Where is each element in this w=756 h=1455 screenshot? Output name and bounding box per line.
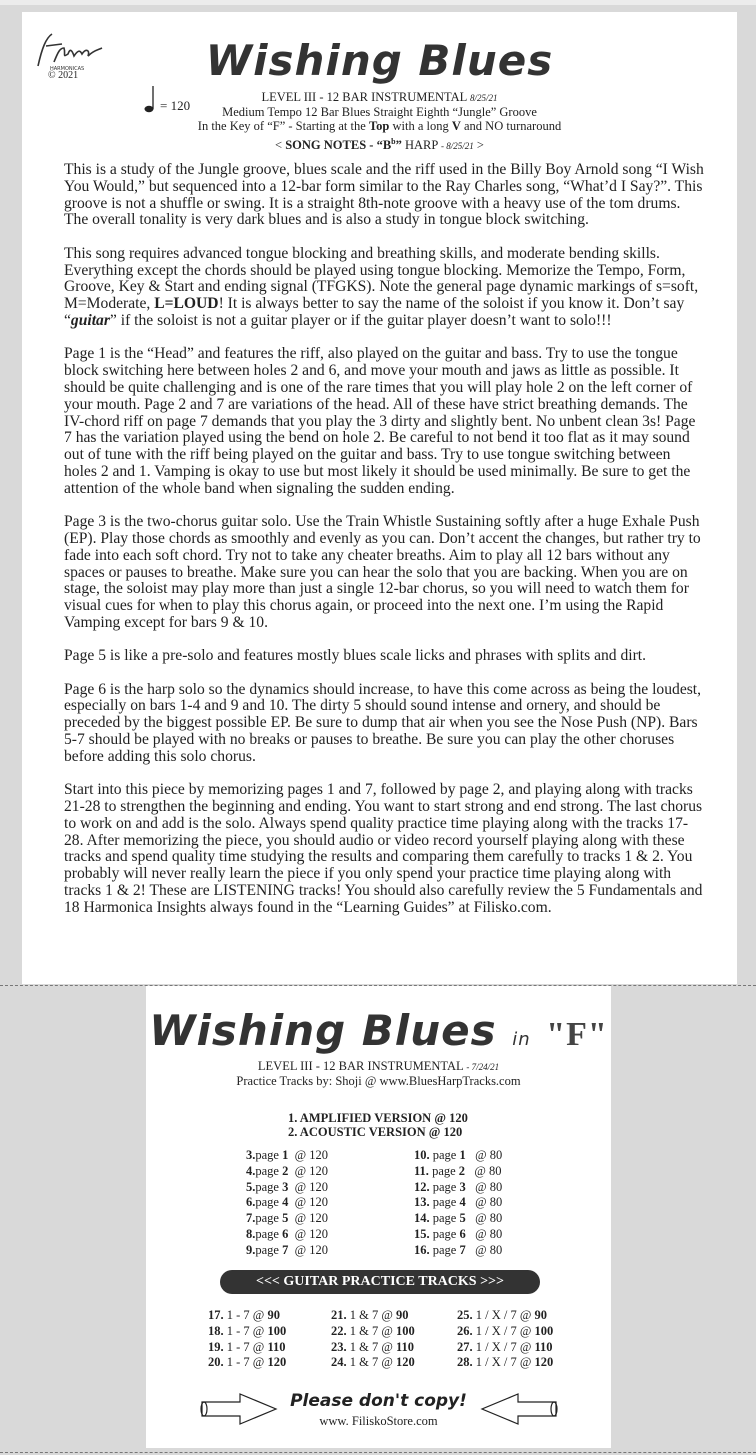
- page-title: Wishing Blues: [205, 36, 554, 85]
- song-notes-body: [64, 162, 704, 933]
- guitar-track-item[interactable]: 22. 1 & 7 @ 100: [331, 1323, 415, 1338]
- paragraph-intro: This is a study of the Jungle groove, blues scale and the riff used in the Billy Boy Arnold song “I Wish You Would,” but sequenced into a 12-bar form similar to the Ray Charles song, “What’d I Say?”. This groove is not a shuffle or swing. It is a straight 8th-note groove with a heavy use of the tom drums. The overall tonality is very dark blues and is also a study in tongue block switching.: [64, 161, 704, 229]
- track-item[interactable]: 13. page 4 @ 80: [414, 1195, 503, 1210]
- bottom-separator: [0, 1452, 756, 1453]
- track-item[interactable]: 16. page 7 @ 80: [414, 1242, 503, 1257]
- track-item[interactable]: 4.page 2 @ 120: [246, 1163, 328, 1178]
- guitar-track-item[interactable]: 26. 1 / X / 7 @ 100: [457, 1323, 554, 1338]
- guitar-track-item[interactable]: 19. 1 - 7 @ 110: [208, 1339, 286, 1354]
- track-item[interactable]: 8.page 6 @ 120: [246, 1226, 328, 1241]
- track-item[interactable]: 10. page 1 @ 80: [414, 1148, 503, 1162]
- track-item[interactable]: 15. page 6 @ 80: [414, 1226, 503, 1241]
- guitar-track-item[interactable]: 18. 1 - 7 @ 100: [208, 1323, 287, 1338]
- track-item[interactable]: 1. AMPLIFIED VERSION @ 120: [288, 1111, 468, 1125]
- track-list-120: [246, 1148, 328, 1259]
- svg-text:HARMONICAS: HARMONICAS: [50, 66, 85, 72]
- track-item[interactable]: 9.page 7 @ 120: [246, 1242, 328, 1257]
- track-item[interactable]: 12. page 3 @ 80: [414, 1179, 503, 1194]
- guitar-track-item[interactable]: 20. 1 - 7 @ 120: [208, 1355, 287, 1370]
- level-text: LEVEL III - 12 BAR INSTRUMENTAL: [261, 90, 467, 104]
- no-copy-notice: Please don't copy!: [290, 1391, 467, 1411]
- guitar-tracks-banner: <<< GUITAR PRACTICE TRACKS >>>: [220, 1270, 540, 1294]
- track-item[interactable]: 7.page 5 @ 120: [246, 1211, 328, 1226]
- guitar-track-item[interactable]: 25. 1 / X / 7 @ 90: [457, 1308, 547, 1322]
- song-notes-heading: < SONG NOTES - “$B^b$” HARP - 8/25/21 >: [275, 137, 484, 153]
- track-list-80: [414, 1148, 502, 1259]
- track-item[interactable]: 2. ACOUSTIC VERSION @ 120: [288, 1125, 463, 1139]
- paragraph-page3: Page 3 is the two-chorus guitar solo. Use the Train Whistle Sustaining softly after a huge Exhale Push (EP). Play those chords as smoothly and evenly as you can. Don’t accent the changes, but rather try to fade into each soft chord. Try not to take any cheater breaths. Aim to play all 12 bars without any spaces or pauses to breathe. Make sure you can hear the solo that you are backing. When you are on stage, the soloist may play more than just a single 12-bar chorus, so you will need to watch them for visual cues for when to play this chorus again, or proceed into the next one. I’m using the Rapid Vamping except for bars 9 & 10.: [64, 513, 701, 631]
- guitar-track-item[interactable]: 28. 1 / X / 7 @ 120: [457, 1355, 554, 1370]
- level-date: 8/25/21: [469, 93, 498, 103]
- paragraph-page5: Page 5 is like a pre-solo and features mostly blues scale licks and phrases with splits and dirt.: [64, 647, 647, 665]
- paragraph-page6: Page 6 is the harp solo so the dynamics should increase, to have this come across as being the loudest, especially on bars 1-4 and 9 and 10. The dirty 5 should sound intense and ornery, and should be preceded by the biggest possible EP. Be sure to dump that air when you see the Nose Push (NP). Bars 5-7 should be played with no breaks or pauses to breathe. Be sure you can play the other choruses before adding this solo chorus.: [64, 680, 702, 765]
- track-item[interactable]: 6.page 4 @ 120: [246, 1195, 328, 1210]
- groove-line: Medium Tempo 12 Bar Blues Straight Eighth “Jungle” Groove: [222, 105, 537, 119]
- tracks-title: Wishing Blues in "F": [149, 1006, 608, 1055]
- track-item[interactable]: 3.page 1 @ 120: [246, 1148, 328, 1162]
- track-item[interactable]: 11. page 2 @ 80: [414, 1163, 502, 1178]
- guitar-track-item[interactable]: 21. 1 & 7 @ 90: [331, 1308, 409, 1322]
- paragraph-page1: Page 1 is the “Head” and features the riff, also played on the guitar and bass. Try to use the tongue block switching here between holes 2 and 6, and move your mouth and jaws as little as possible. It should be quite challenging and is one of the rare times that you will play hole 2 on the left corner of your mouth. Page 2 and 7 are variations of the head. All of these have strict breathing demands. The IV-chord riff on page 7 demands that you play the 3 dirty and slightly bent. No unbent clean 3s! Page 7 has the variation played using the bend on hole 2. Be careful to not bend it too flat as it may sound out of tune with the riff being played on the guitar and bass. Try to use tongue switching between holes 2 and 1. Vamping is okay to use but most likely it should be used minimally. Be sure to get the attention of the whole band when signaling the sudden ending.: [64, 345, 696, 497]
- key-label: "F": [546, 1016, 608, 1053]
- level-line: [22, 90, 737, 106]
- track-item[interactable]: 14. page 5 @ 80: [414, 1211, 503, 1226]
- guitar-tracks-head-solo: [457, 1308, 553, 1371]
- guitar-tracks-full: [208, 1308, 286, 1371]
- guitar-track-item[interactable]: 17. 1 - 7 @ 90: [208, 1308, 280, 1322]
- practice-credit: Practice Tracks by: Shoji @ www.BluesHarpTracks.com: [236, 1074, 521, 1088]
- paragraph-skills: This song requires advanced tongue blocking and breathing skills, and moderate bending skills. Everything except the chords should be played using tongue blocking. Memorize the Tempo, Form, Groove, Key & Start and ending signal (TFGKS). Note the general page dynamic markings of s=soft, M=Moderate, L=LOUD! It is always better to say the name of the soloist if you know it. Don’t say “guitar” if the soloist is not a guitar player or if the guitar player doesn’t want to solo!!!: [64, 244, 699, 329]
- practice-tracks-page: [146, 986, 611, 1448]
- key-line: In the Key of “F” - Starting at the Top with a long V and NO turnaround: [197, 119, 562, 133]
- full-versions-list: [288, 1111, 468, 1139]
- guitar-track-item[interactable]: 27. 1 / X / 7 @ 110: [457, 1339, 553, 1354]
- guitar-track-item[interactable]: 23. 1 & 7 @ 110: [331, 1339, 415, 1354]
- copyright-year: © 2021: [48, 70, 79, 81]
- song-notes-page: [22, 12, 737, 984]
- store-link[interactable]: www. FiliskoStore.com: [319, 1414, 438, 1428]
- track-item[interactable]: 5.page 3 @ 120: [246, 1179, 328, 1194]
- guitar-tracks-head: [331, 1308, 415, 1371]
- paragraph-practice: Start into this piece by memorizing pages 1 and 7, followed by page 2, and playing along with tracks 21-28 to strengthen the beginning and ending. You want to start strong and end strong. The last chorus to work on and add is the solo. Always spend quality practice time playing along with the tracks 17-28. After memorizing the piece, you should audio or video record yourself playing along with these tracks and spend quality time studying the results and comparing them carefully to tracks 1 & 2. You probably will never really learn the piece if you only spend your practice time playing along with tracks 1 & 2! These are LISTENING tracks! You should also carefully review the 5 Fundamentals and 18 Harmonica Insights always found in the “Learning Guides” at Filisko.com.: [64, 781, 703, 916]
- tracks-level-line: LEVEL III - 12 BAR INSTRUMENTAL - 7/24/21: [257, 1059, 500, 1073]
- top-strip: [0, 0, 756, 5]
- guitar-track-item[interactable]: 24. 1 & 7 @ 120: [331, 1355, 415, 1370]
- tempo-value: = 120: [160, 98, 191, 113]
